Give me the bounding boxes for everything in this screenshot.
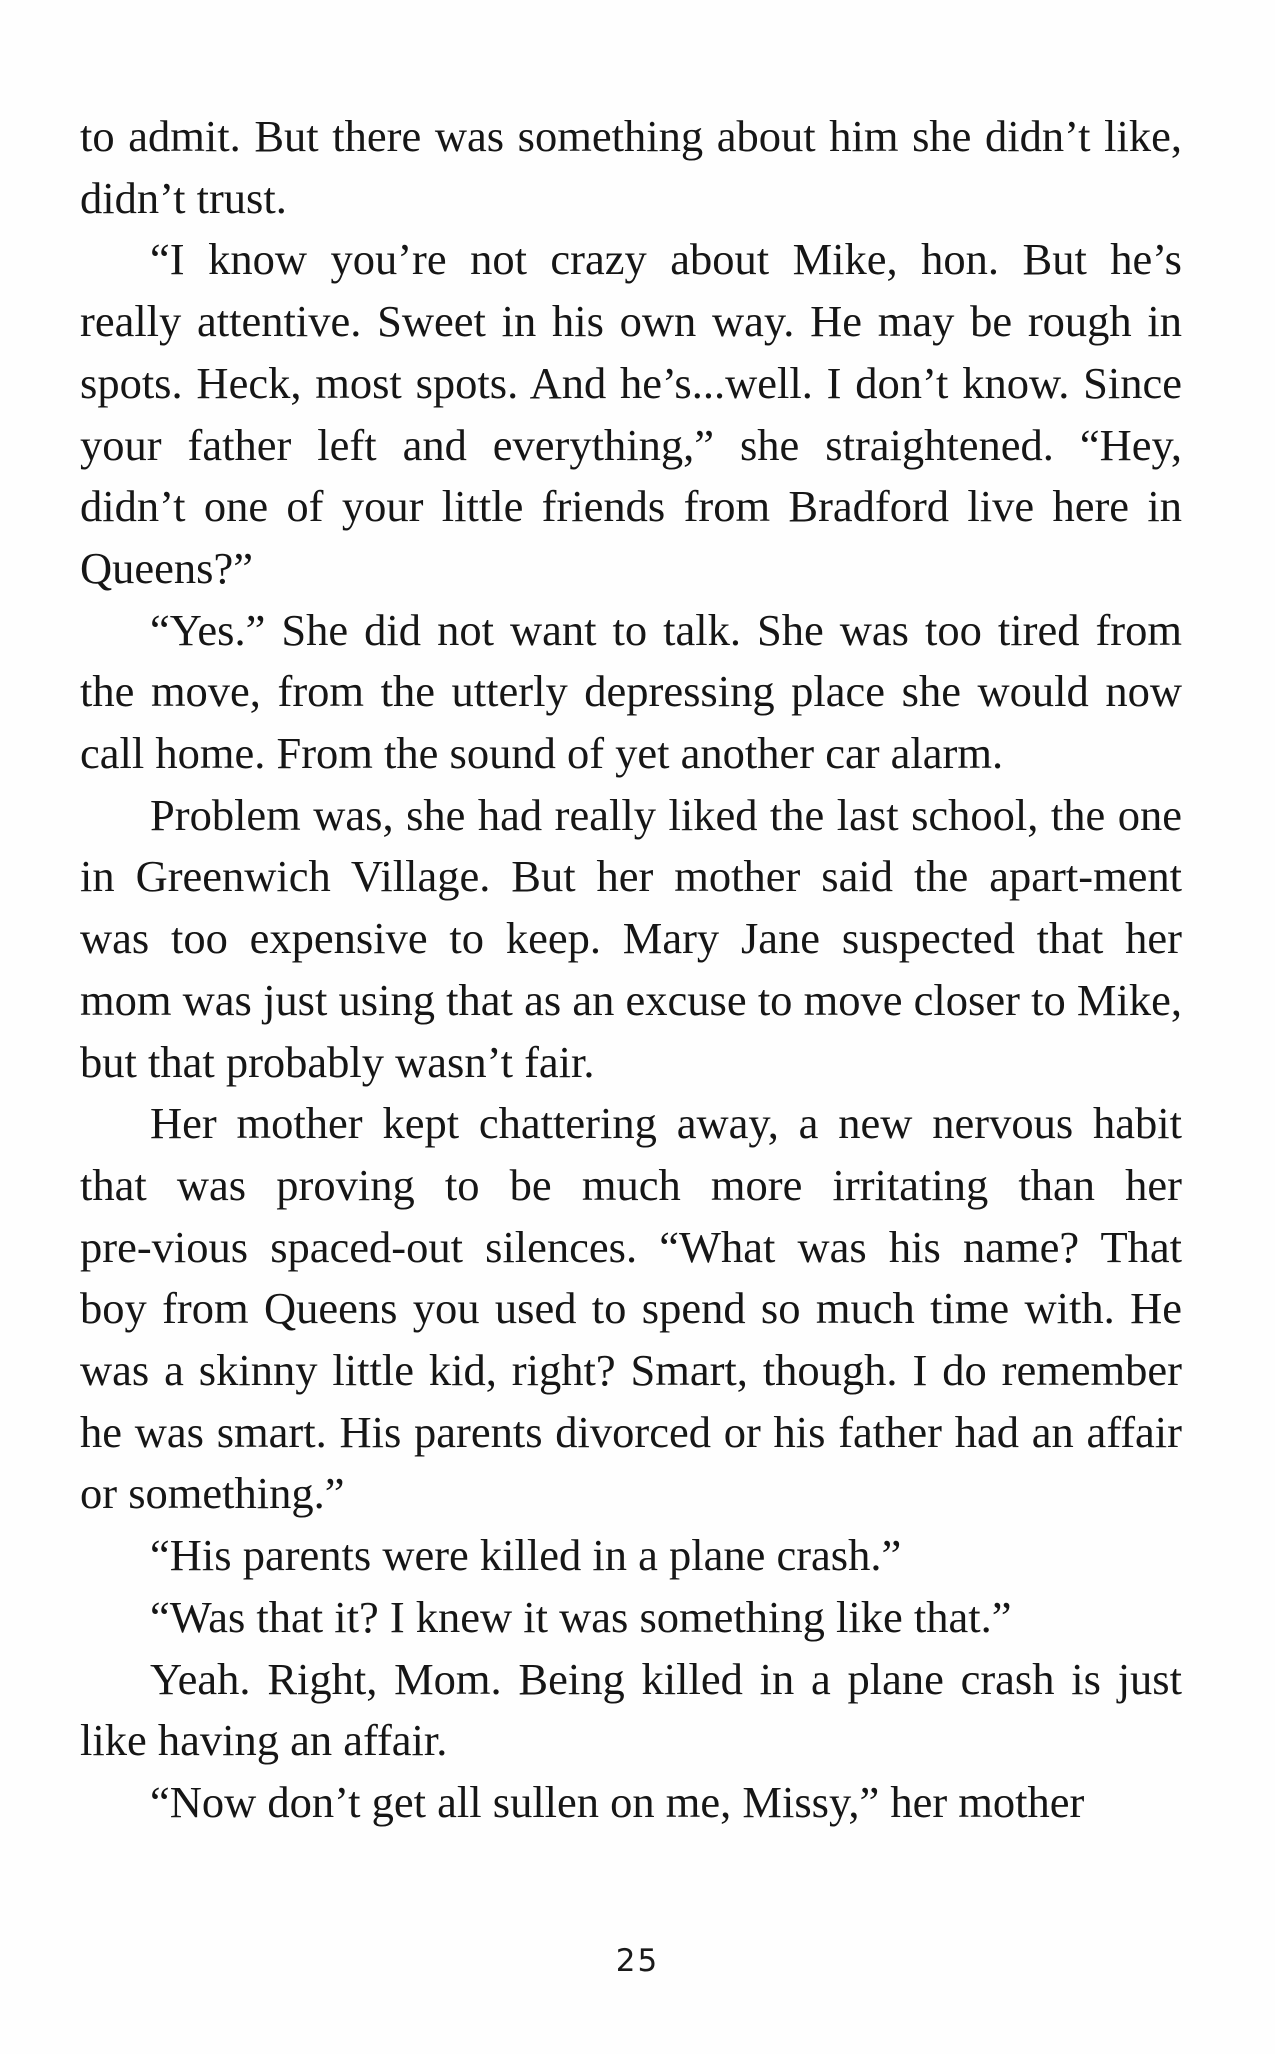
paragraph-2: “I know you’re not crazy about Mike, hon. But he’s really attentive. Sweet in his own way. He may be rough in spots. Heck, most spots. And he’s...well. I don’t know. Since your father left and everything,” she straightened. “Hey, didn’t one of your little friends from Bradford live here in Queens?” [80,234,1182,593]
paragraph-4: Problem was, she had really liked the last school, the one in Greenwich Village. But her mother said the apart‑ment was too expensive to keep. Mary Jane suspected that her mom was just using that as an excuse to move closer to Mike, but that probably wasn’t fair. [80,789,1182,1087]
page-number: 25 [615,1943,660,1979]
paragraph-6: “His parents were killed in a plane crash.” [150,1530,902,1581]
paragraph-9: “Now don’t get all sullen on me, Missy,” her mother [150,1776,1085,1827]
paragraph-8: Yeah. Right, Mom. Being killed in a plane crash is just like having an affair. [80,1653,1182,1766]
body-text [80,106,1182,1834]
paragraph-7: “Was that it? I knew it was something like that.” [150,1591,1012,1642]
paragraph-5: Her mother kept chattering away, a new nervous habit that was proving to be much more irritating than her pre‑vious spaced‑out silences. “What was his name? That boy from Queens you used to spend so much time with. He was a skinny little kid, right? Smart, though. I do remember he was smart. His parents divorced or his father had an affair or something.” [80,1098,1182,1519]
paragraph-1: to admit. But there was something about him she didn’t like, didn’t trust. [80,111,1182,223]
paragraph-3: “Yes.” She did not want to talk. She was too tired from the move, from the utterly depressing place she would now call home. From the sound of yet another car alarm. [80,604,1182,779]
